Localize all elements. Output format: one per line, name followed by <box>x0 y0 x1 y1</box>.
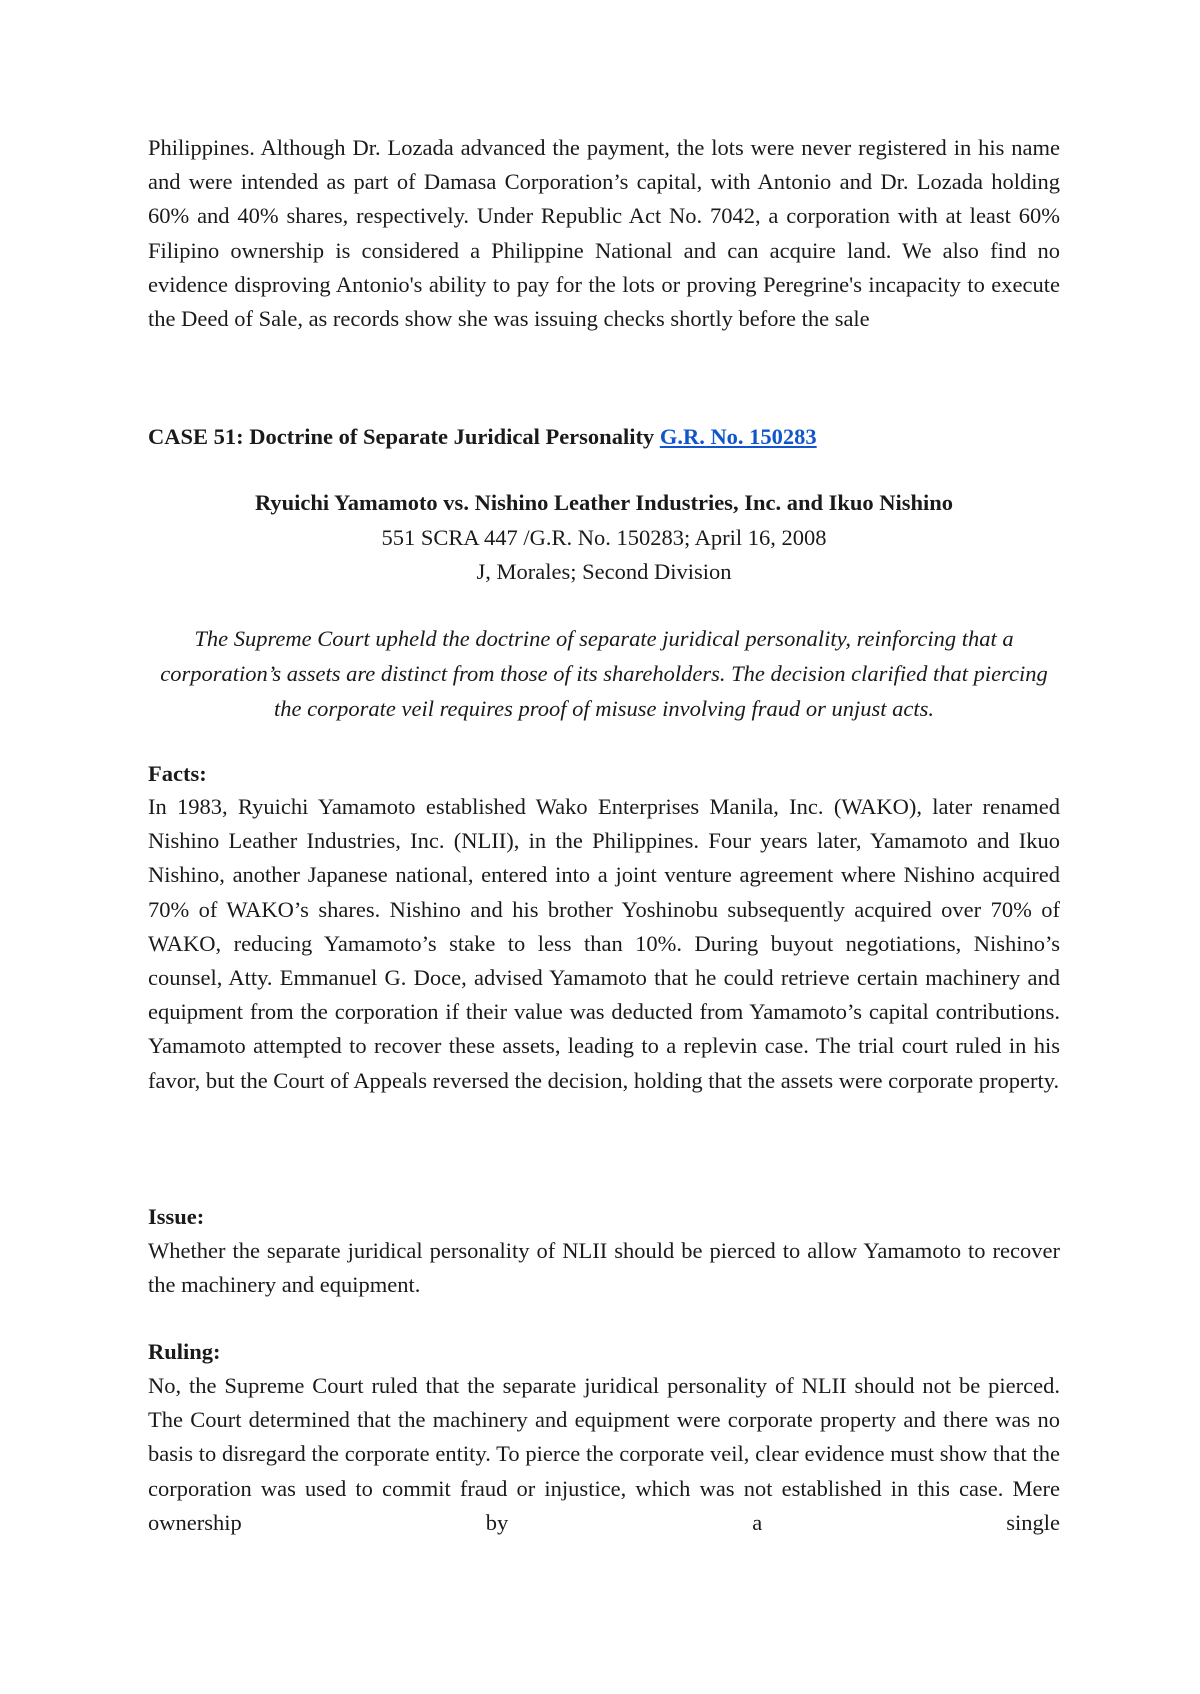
case-heading <box>148 420 817 454</box>
case-caption <box>148 486 1060 590</box>
intro-paragraph-block <box>148 131 1060 336</box>
issue-label: Issue: <box>148 1204 205 1229</box>
facts-block <box>148 790 1060 1098</box>
case-heading-text: CASE 51: Doctrine of Separate Juridical Personality <box>148 424 660 449</box>
facts-label: Facts: <box>148 761 207 786</box>
case-ponente: J, Morales; Second Division <box>476 559 732 584</box>
ruling-paragraph: No, the Supreme Court ruled that the separate juridical personality of NLII should not be pierced. The Court determined that the machinery and equipment were corporate property and there was no basis to disregard the corporate entity. To pierce the corporate veil, clear evidence must show that the corporation was used to commit fraud or injustice, which was not established in this case. Mere ownership by a single <box>148 1373 1060 1535</box>
case-summary: The Supreme Court upheld the doctrine of separate juridical personality, reinforcing that a corporation’s assets are distinct from those of its shareholders. The decision clarified that piercing the corporate veil requires proof of misuse involving fraud or unjust acts. <box>160 626 1048 721</box>
ruling-label: Ruling: <box>148 1339 221 1364</box>
case-citation: 551 SCRA 447 /G.R. No. 150283; April 16, 2008 <box>381 524 827 550</box>
issue-block <box>148 1234 1060 1302</box>
facts-paragraph: In 1983, Ryuichi Yamamoto established Wako Enterprises Manila, Inc. (WAKO), later renamed Nishino Leather Industries, Inc. (NLII), in the Philippines. Four years later, Yamamoto and Ikuo Nishino, another Japanese national, entered into a joint venture agreement where Nishino acquired 70% of WAKO’s shares. Nishino and his brother Yoshinobu subsequently acquired over 70% of WAKO, reducing Yamamoto’s stake to less than 10%. During buyout negotiations, Nishino’s counsel, Atty. Emmanuel G. Doce, advised Yamamoto that he could retrieve certain machinery and equipment from the corporation if their value was deducted from Yamamoto’s capital contributions. Yamamoto attempted to recover these assets, leading to a replevin case. The trial court ruled in his favor, but the Court of Appeals reversed the decision, holding that the assets were corporate property. <box>148 794 1060 1093</box>
case-title: Ryuichi Yamamoto vs. Nishino Leather Industries, Inc. and Ikuo Nishino <box>254 490 954 515</box>
case-gr-link[interactable]: G.R. No. 150283 <box>659 424 817 449</box>
issue-paragraph: Whether the separate juridical personality of NLII should be pierced to allow Yamamoto to recover the machinery and equipment. <box>148 1238 1060 1298</box>
ruling-block <box>148 1369 1060 1540</box>
intro-paragraph: Philippines. Although Dr. Lozada advanced the payment, the lots were never registered in his name and were intended as part of Damasa Corporation’s capital, with Antonio and Dr. Lozada holding 60% and 40% shares, respectively. Under Republic Act No. 7042, a corporation with at least 60% Filipino ownership is considered a Philippine National and can acquire land. We also find no evidence disproving Antonio's ability to pay for the lots or proving Peregrine's incapacity to execute the Deed of Sale, as records show she was issuing checks shortly before the sale <box>148 135 1060 332</box>
